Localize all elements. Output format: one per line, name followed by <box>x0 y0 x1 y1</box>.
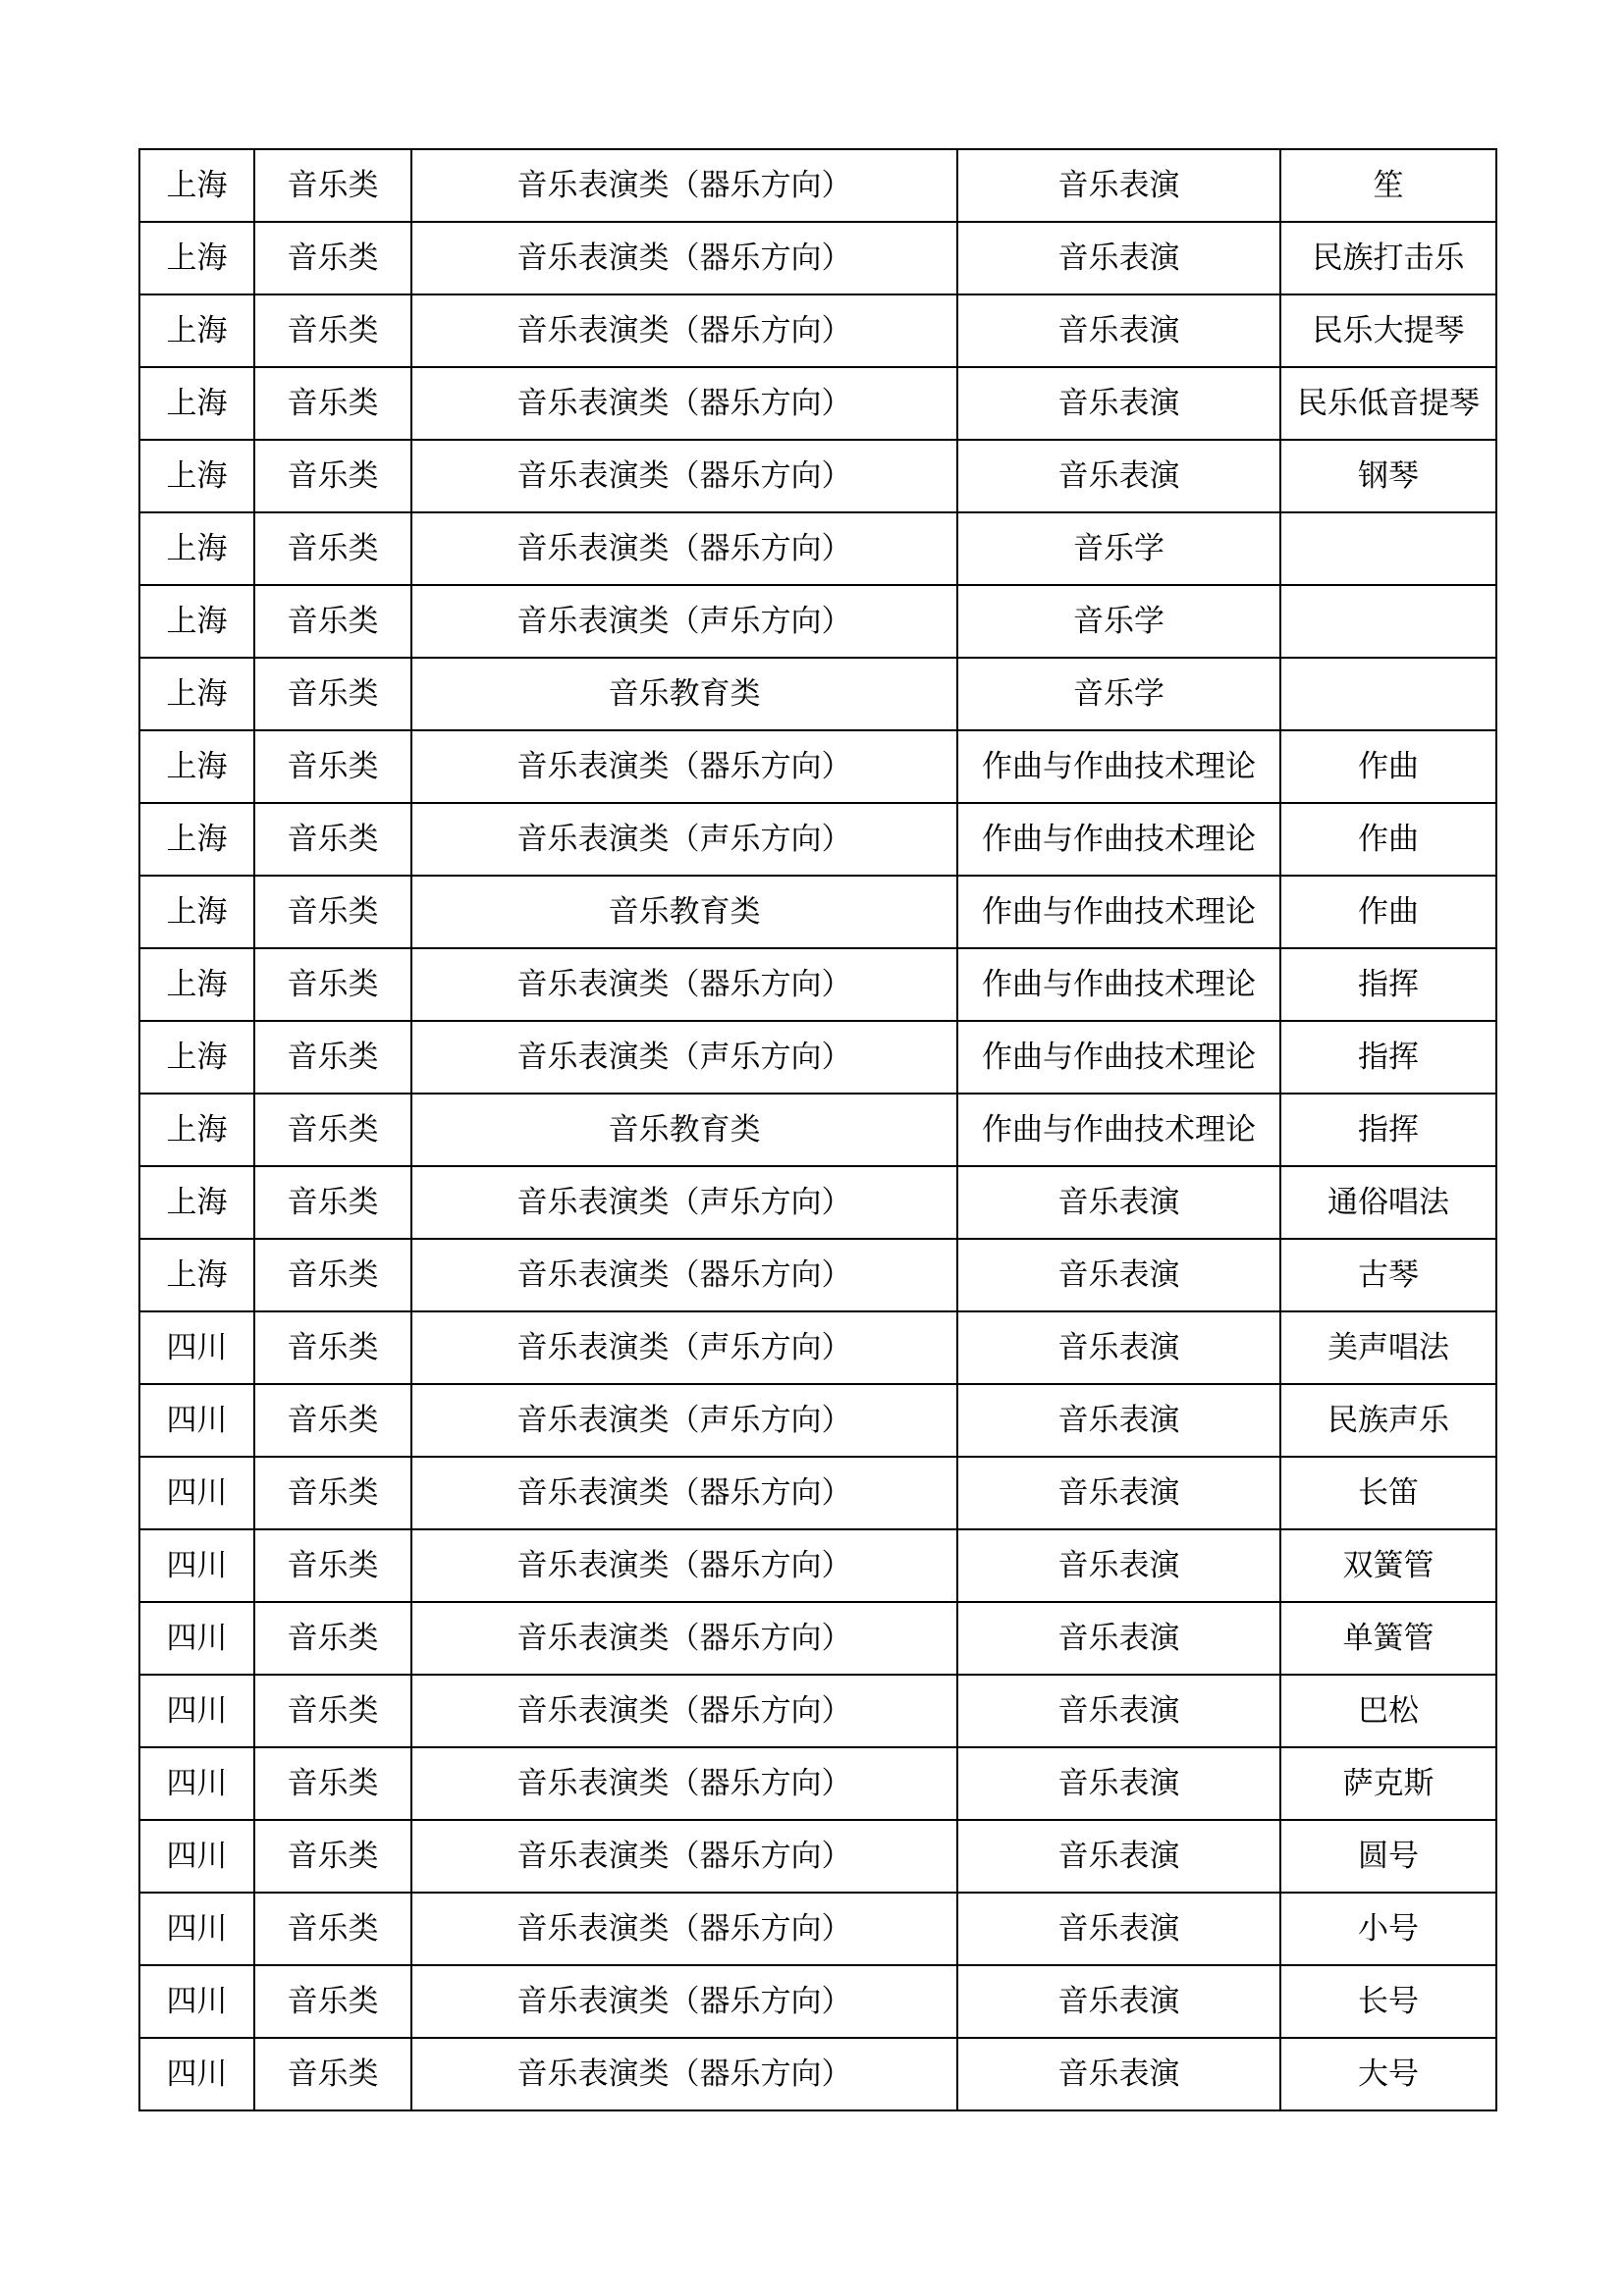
category-cell: 音乐类 <box>254 948 411 1021</box>
province-cell: 四川 <box>139 1675 254 1747</box>
major-cell: 音乐表演 <box>957 1457 1280 1529</box>
table-row <box>139 730 1496 803</box>
table-row <box>139 1166 1496 1239</box>
major-cell: 音乐学 <box>957 658 1280 730</box>
major-cell: 音乐表演 <box>957 1384 1280 1457</box>
major-cell: 音乐表演 <box>957 1311 1280 1384</box>
major-cell: 音乐表演 <box>957 1893 1280 1965</box>
direction-cell: 钢琴 <box>1280 440 1496 512</box>
major-cell: 音乐表演 <box>957 1166 1280 1239</box>
direction-cell: 笙 <box>1280 149 1496 222</box>
category-cell: 音乐类 <box>254 512 411 585</box>
exam-type-cell: 音乐表演类（器乐方向） <box>411 1747 957 1820</box>
exam-type-cell: 音乐表演类（器乐方向） <box>411 2038 957 2110</box>
province-cell: 上海 <box>139 658 254 730</box>
province-cell: 四川 <box>139 1820 254 1893</box>
province-cell: 上海 <box>139 367 254 440</box>
category-cell: 音乐类 <box>254 803 411 876</box>
table-body <box>139 149 1496 2110</box>
province-cell: 四川 <box>139 1529 254 1602</box>
category-cell: 音乐类 <box>254 2038 411 2110</box>
exam-type-cell: 音乐表演类（器乐方向） <box>411 512 957 585</box>
province-cell: 四川 <box>139 1893 254 1965</box>
table-row <box>139 149 1496 222</box>
category-cell: 音乐类 <box>254 1965 411 2038</box>
table-row <box>139 585 1496 658</box>
category-cell: 音乐类 <box>254 1820 411 1893</box>
category-cell: 音乐类 <box>254 1166 411 1239</box>
category-cell: 音乐类 <box>254 876 411 948</box>
table-row <box>139 658 1496 730</box>
exam-type-cell: 音乐表演类（器乐方向） <box>411 1675 957 1747</box>
province-cell: 上海 <box>139 948 254 1021</box>
category-cell: 音乐类 <box>254 1747 411 1820</box>
province-cell: 四川 <box>139 1311 254 1384</box>
table-row <box>139 294 1496 367</box>
province-cell: 上海 <box>139 222 254 294</box>
major-cell: 音乐学 <box>957 512 1280 585</box>
table-row <box>139 1239 1496 1311</box>
table-row <box>139 1311 1496 1384</box>
major-cell: 音乐表演 <box>957 1602 1280 1675</box>
exam-type-cell: 音乐表演类（器乐方向） <box>411 1602 957 1675</box>
table-row <box>139 440 1496 512</box>
table-row <box>139 1820 1496 1893</box>
major-cell: 作曲与作曲技术理论 <box>957 876 1280 948</box>
direction-cell: 小号 <box>1280 1893 1496 1965</box>
major-cell: 音乐表演 <box>957 294 1280 367</box>
table-row <box>139 948 1496 1021</box>
exam-type-cell: 音乐教育类 <box>411 876 957 948</box>
major-cell: 作曲与作曲技术理论 <box>957 803 1280 876</box>
exam-type-cell: 音乐表演类（声乐方向） <box>411 1021 957 1094</box>
direction-cell <box>1280 585 1496 658</box>
direction-cell <box>1280 512 1496 585</box>
category-cell: 音乐类 <box>254 1384 411 1457</box>
table-row <box>139 1893 1496 1965</box>
province-cell: 四川 <box>139 1747 254 1820</box>
category-cell: 音乐类 <box>254 1893 411 1965</box>
direction-cell: 指挥 <box>1280 1021 1496 1094</box>
province-cell: 上海 <box>139 294 254 367</box>
exam-type-cell: 音乐表演类（器乐方向） <box>411 948 957 1021</box>
table-row <box>139 1602 1496 1675</box>
province-cell: 上海 <box>139 585 254 658</box>
direction-cell: 通俗唱法 <box>1280 1166 1496 1239</box>
province-cell: 上海 <box>139 440 254 512</box>
major-cell: 音乐表演 <box>957 149 1280 222</box>
province-cell: 上海 <box>139 1094 254 1166</box>
direction-cell: 长笛 <box>1280 1457 1496 1529</box>
category-cell: 音乐类 <box>254 1529 411 1602</box>
major-cell: 音乐表演 <box>957 367 1280 440</box>
direction-cell: 巴松 <box>1280 1675 1496 1747</box>
direction-cell: 大号 <box>1280 2038 1496 2110</box>
exam-type-cell: 音乐表演类（器乐方向） <box>411 1529 957 1602</box>
province-cell: 上海 <box>139 876 254 948</box>
exam-type-cell: 音乐表演类（器乐方向） <box>411 1457 957 1529</box>
table-row <box>139 1675 1496 1747</box>
direction-cell: 民族声乐 <box>1280 1384 1496 1457</box>
direction-cell: 作曲 <box>1280 876 1496 948</box>
province-cell: 上海 <box>139 803 254 876</box>
exam-type-cell: 音乐表演类（器乐方向） <box>411 1893 957 1965</box>
major-cell: 作曲与作曲技术理论 <box>957 1021 1280 1094</box>
exam-type-cell: 音乐表演类（器乐方向） <box>411 1239 957 1311</box>
province-cell: 上海 <box>139 149 254 222</box>
province-cell: 上海 <box>139 1166 254 1239</box>
direction-cell: 民乐低音提琴 <box>1280 367 1496 440</box>
table-row <box>139 1965 1496 2038</box>
direction-cell: 作曲 <box>1280 803 1496 876</box>
province-cell: 四川 <box>139 1965 254 2038</box>
major-cell: 音乐表演 <box>957 1239 1280 1311</box>
table-row <box>139 803 1496 876</box>
exam-type-cell: 音乐表演类（器乐方向） <box>411 1965 957 2038</box>
admissions-table <box>138 148 1497 2111</box>
category-cell: 音乐类 <box>254 367 411 440</box>
table-row <box>139 1094 1496 1166</box>
direction-cell: 圆号 <box>1280 1820 1496 1893</box>
table-row <box>139 1747 1496 1820</box>
major-cell: 音乐表演 <box>957 1529 1280 1602</box>
category-cell: 音乐类 <box>254 222 411 294</box>
exam-type-cell: 音乐表演类（器乐方向） <box>411 1820 957 1893</box>
exam-type-cell: 音乐表演类（声乐方向） <box>411 1384 957 1457</box>
major-cell: 音乐表演 <box>957 1675 1280 1747</box>
exam-type-cell: 音乐表演类（声乐方向） <box>411 803 957 876</box>
province-cell: 上海 <box>139 512 254 585</box>
major-cell: 作曲与作曲技术理论 <box>957 730 1280 803</box>
table-row <box>139 1529 1496 1602</box>
province-cell: 上海 <box>139 1021 254 1094</box>
category-cell: 音乐类 <box>254 658 411 730</box>
table-row <box>139 367 1496 440</box>
category-cell: 音乐类 <box>254 585 411 658</box>
province-cell: 四川 <box>139 1602 254 1675</box>
table-row <box>139 222 1496 294</box>
table-row <box>139 1384 1496 1457</box>
table-row <box>139 1457 1496 1529</box>
exam-type-cell: 音乐表演类（器乐方向） <box>411 222 957 294</box>
category-cell: 音乐类 <box>254 1457 411 1529</box>
direction-cell: 长号 <box>1280 1965 1496 2038</box>
province-cell: 四川 <box>139 2038 254 2110</box>
category-cell: 音乐类 <box>254 294 411 367</box>
category-cell: 音乐类 <box>254 1602 411 1675</box>
major-cell: 音乐表演 <box>957 2038 1280 2110</box>
direction-cell: 指挥 <box>1280 1094 1496 1166</box>
direction-cell: 单簧管 <box>1280 1602 1496 1675</box>
major-cell: 音乐表演 <box>957 222 1280 294</box>
table-row <box>139 2038 1496 2110</box>
exam-type-cell: 音乐表演类（器乐方向） <box>411 367 957 440</box>
exam-type-cell: 音乐表演类（声乐方向） <box>411 1311 957 1384</box>
major-cell: 音乐表演 <box>957 1965 1280 2038</box>
category-cell: 音乐类 <box>254 1239 411 1311</box>
province-cell: 四川 <box>139 1457 254 1529</box>
direction-cell: 美声唱法 <box>1280 1311 1496 1384</box>
exam-type-cell: 音乐教育类 <box>411 1094 957 1166</box>
exam-type-cell: 音乐教育类 <box>411 658 957 730</box>
major-cell: 作曲与作曲技术理论 <box>957 948 1280 1021</box>
category-cell: 音乐类 <box>254 1094 411 1166</box>
exam-type-cell: 音乐表演类（器乐方向） <box>411 294 957 367</box>
direction-cell: 民族打击乐 <box>1280 222 1496 294</box>
direction-cell <box>1280 658 1496 730</box>
province-cell: 四川 <box>139 1384 254 1457</box>
category-cell: 音乐类 <box>254 1311 411 1384</box>
province-cell: 上海 <box>139 730 254 803</box>
direction-cell: 指挥 <box>1280 948 1496 1021</box>
exam-type-cell: 音乐表演类（器乐方向） <box>411 730 957 803</box>
major-cell: 音乐表演 <box>957 1747 1280 1820</box>
category-cell: 音乐类 <box>254 149 411 222</box>
major-cell: 音乐表演 <box>957 440 1280 512</box>
major-cell: 作曲与作曲技术理论 <box>957 1094 1280 1166</box>
major-cell: 音乐表演 <box>957 1820 1280 1893</box>
direction-cell: 萨克斯 <box>1280 1747 1496 1820</box>
province-cell: 上海 <box>139 1239 254 1311</box>
direction-cell: 古琴 <box>1280 1239 1496 1311</box>
exam-type-cell: 音乐表演类（器乐方向） <box>411 149 957 222</box>
major-cell: 音乐学 <box>957 585 1280 658</box>
table-row <box>139 876 1496 948</box>
direction-cell: 民乐大提琴 <box>1280 294 1496 367</box>
direction-cell: 双簧管 <box>1280 1529 1496 1602</box>
category-cell: 音乐类 <box>254 730 411 803</box>
direction-cell: 作曲 <box>1280 730 1496 803</box>
exam-type-cell: 音乐表演类（声乐方向） <box>411 585 957 658</box>
table-row <box>139 1021 1496 1094</box>
table-row <box>139 512 1496 585</box>
exam-type-cell: 音乐表演类（器乐方向） <box>411 440 957 512</box>
category-cell: 音乐类 <box>254 1021 411 1094</box>
exam-type-cell: 音乐表演类（声乐方向） <box>411 1166 957 1239</box>
category-cell: 音乐类 <box>254 1675 411 1747</box>
category-cell: 音乐类 <box>254 440 411 512</box>
